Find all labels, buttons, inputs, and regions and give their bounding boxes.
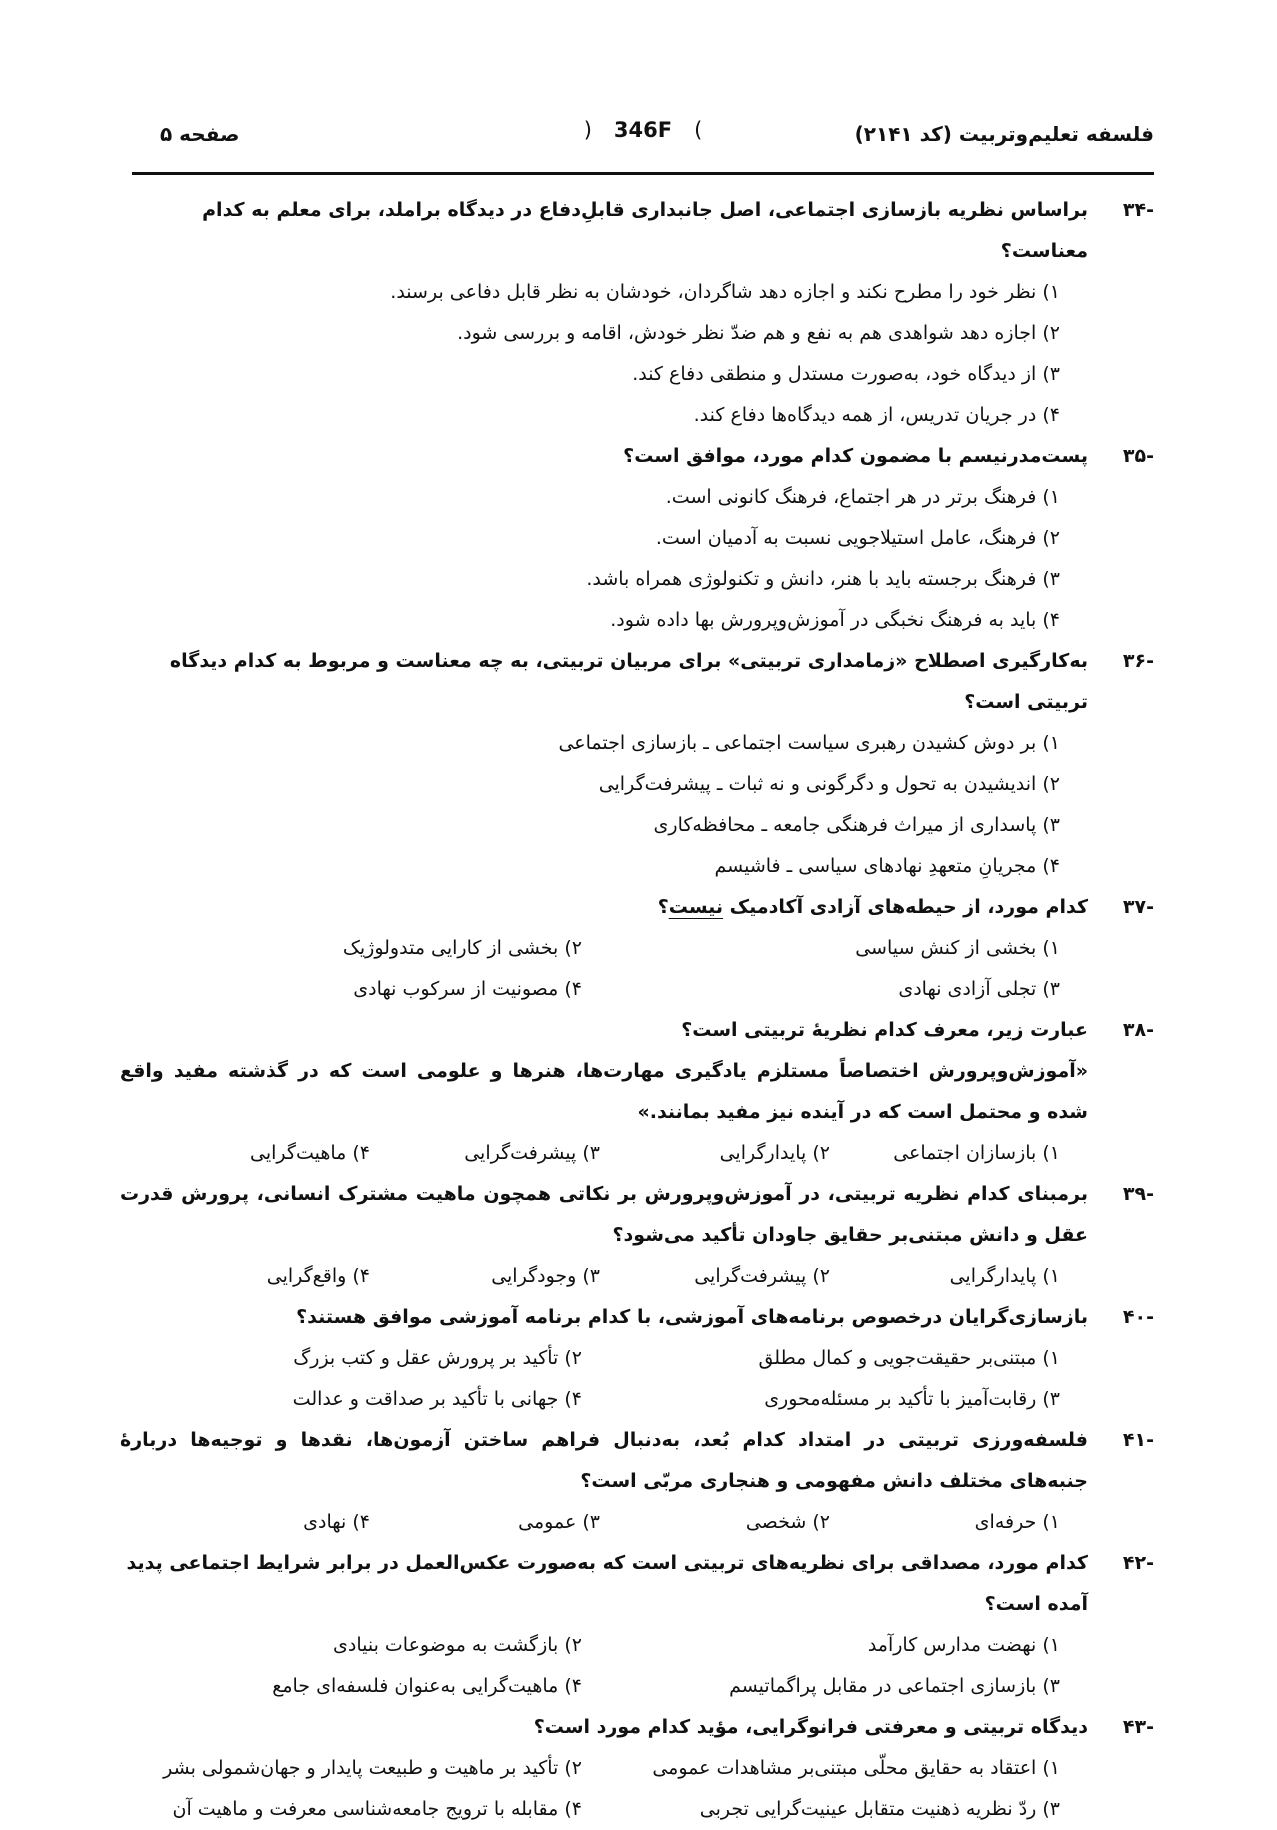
option-4: ۴) مصونیت از سرکوب نهادی <box>353 978 582 1000</box>
questions-list <box>120 190 1154 1830</box>
options-row <box>120 1338 1088 1379</box>
options-row <box>120 1256 1088 1297</box>
option-4: ۴) واقع‌گرایی <box>266 1265 370 1287</box>
option-3: ۳) رقابت‌آمیز با تأکید بر مسئله‌محوری <box>764 1388 1060 1410</box>
option-1: ۱) بازسازان اجتماعی <box>893 1142 1060 1164</box>
booklet-code: ) 346F ( <box>583 118 703 142</box>
option-3: ۳) از دیدگاه خود، به‌صورت مستدل و منطقی دفاع کند. <box>632 363 1060 385</box>
option-4: ۴) باید به فرهنگ نخبگی در آموزش‌وپرورش بها داده شود. <box>610 609 1060 631</box>
question-stem: به‌کارگیری اصطلاح «زمامداری تربیتی» برای مربیان تربیتی، به چه معناست و مربوط به کدام دیدگاه تربیتی است؟ <box>169 650 1088 713</box>
question-stem: دیدگاه تربیتی و معرفتی فرانوگرایی، مؤید کدام مورد است؟ <box>533 1716 1088 1738</box>
question-stem: عبارت زیر، معرف کدام نظریهٔ تربیتی است؟ <box>681 1019 1088 1041</box>
options-row <box>120 1502 1088 1543</box>
option-2: ۲) تأکید بر ماهیت و طبیعت پایدار و جهان‌شمولی بشر <box>163 1757 582 1779</box>
option-2: ۲) فرهنگ، عامل استیلاجویی نسبت به آدمیان است. <box>655 527 1060 549</box>
option-1: ۱) فرهنگ برتر در هر اجتماع، فرهنگ کانونی است. <box>665 486 1060 508</box>
question-38 <box>120 1010 1154 1174</box>
question-number: -۴۳ <box>1122 1716 1154 1738</box>
option-4: ۴) مقابله با ترویج جامعه‌شناسی معرفت و ماهیت آن <box>172 1798 582 1820</box>
option-2: ۲) اجازه دهد شواهدی هم به نفع و هم ضدّ نظر خودش، اقامه و بررسی شود. <box>457 322 1060 344</box>
options-row <box>120 1133 1088 1174</box>
option-2: ۲) پیشرفت‌گرایی <box>694 1265 830 1287</box>
question-40 <box>120 1297 1154 1420</box>
option-2: ۲) بازگشت به موضوعات بنیادی <box>333 1634 582 1656</box>
option-1: ۱) حرفه‌ای <box>974 1511 1060 1533</box>
question-37 <box>120 887 1154 1010</box>
option-3: ۳) فرهنگ برجسته باید با هنر، دانش و تکنولوژی همراه باشد. <box>586 568 1060 590</box>
question-number: -۳۴ <box>1122 199 1154 221</box>
question-number: -۳۶ <box>1122 650 1154 672</box>
option-1: ۱) اعتقاد به حقایق محلّی مبتنی‌بر مشاهدات عمومی <box>652 1757 1060 1779</box>
header-divider <box>132 172 1154 175</box>
option-3: ۳) بازسازی اجتماعی در مقابل پراگماتیسم <box>729 1675 1060 1697</box>
option-1: ۱) نهضت مدارس کارآمد <box>867 1634 1060 1656</box>
option-4: ۴) ماهیت‌گرایی به‌عنوان فلسفه‌ای جامع <box>272 1675 582 1697</box>
option-3: ۳) وجودگرایی <box>491 1265 600 1287</box>
options-row <box>120 1379 1088 1420</box>
option-3: ۳) پاسداری از میراث فرهنگی جامعه ـ محافظه‌کاری <box>653 814 1060 836</box>
page-number: صفحه ۵ <box>160 122 240 146</box>
option-4: ۴) نهادی <box>303 1511 370 1533</box>
question-34 <box>120 190 1154 436</box>
option-2: ۲) پایدارگرایی <box>719 1142 830 1164</box>
question-36 <box>120 641 1154 887</box>
option-1: ۱) پایدارگرایی <box>949 1265 1060 1287</box>
question-number: -۳۹ <box>1122 1183 1154 1205</box>
option-3: ۳) پیشرفت‌گرایی <box>464 1142 600 1164</box>
option-3: ۳) تجلی آزادی نهادی <box>898 978 1060 1000</box>
question-number: -۴۲ <box>1122 1552 1154 1574</box>
question-stem: کدام مورد، از حیطه‌های آزادی آکادمیک نیست؟ <box>657 896 1088 918</box>
page-header <box>132 118 1154 158</box>
option-2: ۲) شخصی <box>745 1511 830 1533</box>
options-row <box>120 1748 1088 1789</box>
options-row <box>120 1789 1088 1830</box>
question-43 <box>120 1707 1154 1830</box>
question-number: -۳۵ <box>1122 445 1154 467</box>
option-2: ۲) اندیشیدن به تحول و دگرگونی و نه ثبات ـ پیشرفت‌گرایی <box>598 773 1060 795</box>
booklet-code-text: 346F <box>613 118 673 142</box>
question-stem: برمبنای کدام نظریه تربیتی، در آموزش‌وپرورش بر نکاتی همچون ماهیت مشترک انسانی، پرورش قدرت عقل و دانش مبتنی‌بر حقایق جاودان تأکید می‌شود؟ <box>120 1183 1088 1246</box>
question-number: -۳۸ <box>1122 1019 1154 1041</box>
question-stem: بازسازی‌گرایان درخصوص برنامه‌های آموزشی، با کدام برنامه آموزشی موافق هستند؟ <box>296 1306 1088 1328</box>
option-2: ۲) تأکید بر پرورش عقل و کتب بزرگ <box>293 1347 582 1369</box>
options-row <box>120 928 1088 969</box>
options-row <box>120 1666 1088 1707</box>
question-stem: پست‌مدرنیسم با مضمون کدام مورد، موافق است؟ <box>623 445 1088 467</box>
question-stem: فلسفه‌ورزی تربیتی در امتداد کدام بُعد، به‌دنبال فراهم ساختن آزمون‌ها، نقدها و توجیه‌ها دربارهٔ جنبه‌های مختلف دانش مفهومی و هنجاری مربّی است؟ <box>120 1429 1088 1492</box>
question-number: -۴۱ <box>1122 1429 1154 1451</box>
question-stem: کدام مورد، مصداقی برای نظریه‌های تربیتی است که به‌صورت عکس‌العمل در برابر شرایط اجتماعی پدید آمده است؟ <box>126 1552 1088 1615</box>
option-3: ۳) ردّ نظریه ذهنیت متقابل عینیت‌گرایی تجربی <box>699 1798 1060 1820</box>
question-stem: براساس نظریه بازسازی اجتماعی، اصل جانبداری قابلِ‌دفاع در دیدگاه براملد، برای معلم به کدام معناست؟ <box>202 199 1088 262</box>
question-number: -۳۷ <box>1122 896 1154 918</box>
question-35 <box>120 436 1154 641</box>
option-1: ۱) بخشی از کنش سیاسی <box>855 937 1060 959</box>
option-4: ۴) در جریان تدریس، از همه دیدگاه‌ها دفاع کند. <box>693 404 1060 426</box>
question-42 <box>120 1543 1154 1707</box>
underlined-negation: نیست <box>668 896 724 918</box>
options-row <box>120 969 1088 1010</box>
option-3: ۳) عمومی <box>518 1511 600 1533</box>
option-1: ۱) بر دوش کشیدن رهبری سیاست اجتماعی ـ بازسازی اجتماعی <box>558 732 1060 754</box>
options-row <box>120 1625 1088 1666</box>
question-41 <box>120 1420 1154 1543</box>
option-4: ۴) جهانی با تأکید بر صداقت و عدالت <box>292 1388 582 1410</box>
option-4: ۴) ماهیت‌گرایی <box>250 1142 370 1164</box>
option-2: ۲) بخشی از کارایی متدولوژیک <box>342 937 582 959</box>
exam-subject-title: فلسفه تعلیم‌وتربیت (کد ۲۱۴۱) <box>854 122 1154 146</box>
option-1: ۱) مبتنی‌بر حقیقت‌جویی و کمال مطلق <box>758 1347 1060 1369</box>
option-4: ۴) مجریانِ متعهدِ نهادهای سیاسی ـ فاشیسم <box>714 855 1060 877</box>
quoted-statement: «آموزش‌وپرورش اختصاصاً مستلزم یادگیری مهارت‌ها، هنرها و علومی است که در گذشته مفید واقع شده و محتمل است که در آینده نیز مفید بمانند.» <box>120 1060 1088 1123</box>
question-39 <box>120 1174 1154 1297</box>
option-1: ۱) نظر خود را مطرح نکند و اجازه دهد شاگردان، خودشان به نظر قابل دفاعی برسند. <box>390 281 1060 303</box>
question-number: -۴۰ <box>1122 1306 1154 1328</box>
